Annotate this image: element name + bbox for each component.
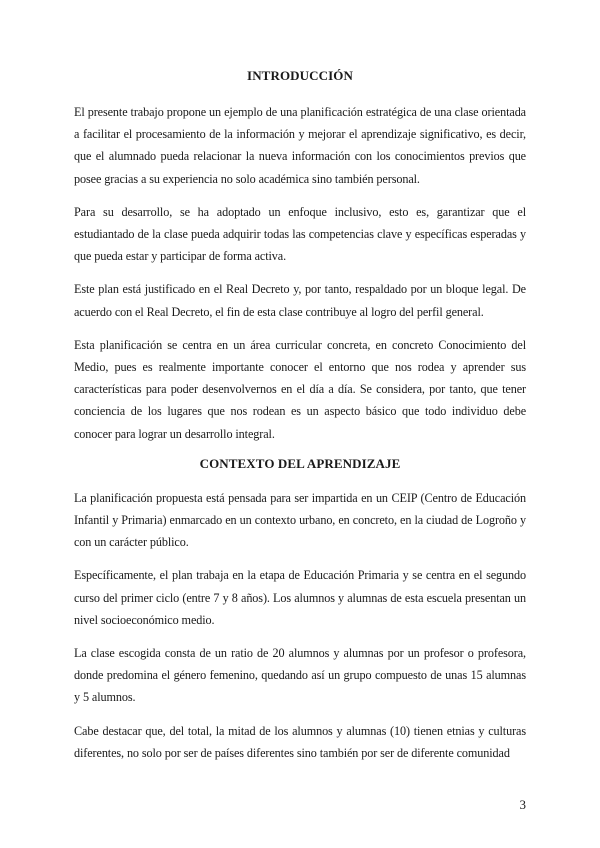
section-heading-contexto: CONTEXTO DEL APRENDIZAJE xyxy=(199,455,401,471)
paragraph: La planificación propuesta está pensada para ser impartida en un CEIP (Centro de Educación Infantil y Primaria) enmarcado en un contexto urbano, en concreto, en la ciudad de Logroño y con un carácter público. xyxy=(74,490,526,550)
paragraph: Este plan está justificado en el Real Decreto y, por tanto, respaldado por un bloque legal. De acuerdo con el Real Decreto, el fin de esta clase contribuye al logro del perfil general. xyxy=(74,282,526,319)
paragraph: Para su desarrollo, se ha adoptado un enfoque inclusivo, esto es, garantizar que el estudiantado de la clase pueda adquirir todas las competencias clave y específicas esperadas y que pueda estar y participar de forma activa. xyxy=(74,204,526,264)
paragraph: El presente trabajo propone un ejemplo de una planificación estratégica de una clase orientada a facilitar el procesamiento de la información y mejorar el aprendizaje significativo, es decir, que el alumnado pueda relacionar la nueva información con los conocimientos previos que posee gracias a su experiencia no solo académica sino también personal. xyxy=(74,105,526,186)
page-number: 3 xyxy=(519,797,526,812)
paragraph: Cabe destacar que, del total, la mitad de los alumnos y alumnas (10) tienen etnias y culturas diferentes, no solo por ser de países diferentes sino también por ser de diferente comunidad xyxy=(74,723,526,760)
section-heading-introduccion: INTRODUCCIÓN xyxy=(247,68,353,83)
paragraph: La clase escogida consta de un ratio de 20 alumnos y alumnas por un profesor o profesora, donde predomina el género femenino, quedando así un grupo compuesto de unas 15 alumnas y 5 alumnos. xyxy=(74,646,526,705)
paragraph: Específicamente, el plan trabaja en la etapa de Educación Primaria y se centra en el segundo curso del primer ciclo (entre 7 y 8 años). Los alumnos y alumnas de esta escuela presentan un nivel socioeconómico medio. xyxy=(74,568,526,627)
paragraph: Esta planificación se centra en un área curricular concreta, en concreto Conocimiento del Medio, pues es realmente importante conocer el entorno que nos rodea y aprender sus características para poder desenvolvernos en el día a día. Se considera, por tanto, que tener conciencia de los lugares que nos rodean es un aspecto básico que todo individuo debe conocer para lograr un desarrollo integral. xyxy=(74,337,526,441)
